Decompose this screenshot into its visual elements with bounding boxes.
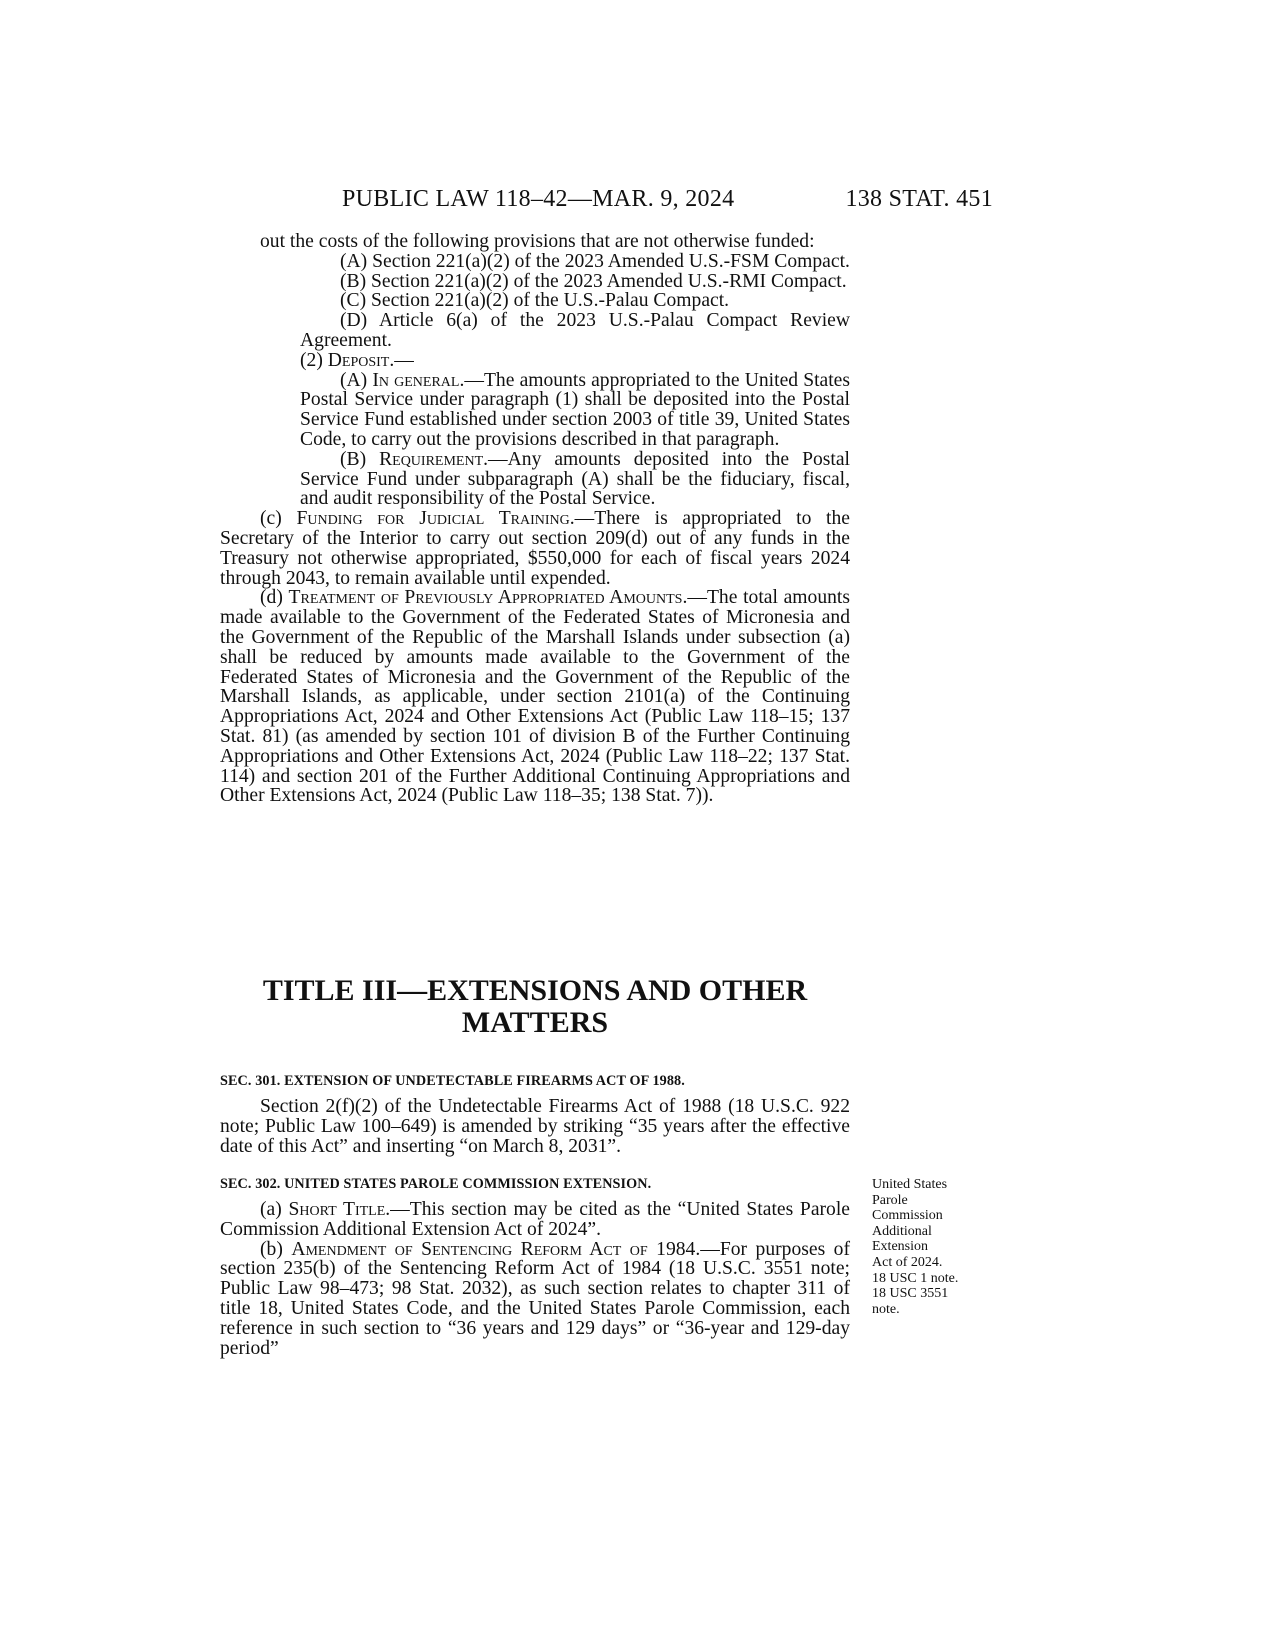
deposit-requirement: (B) Requirement.—Any amounts deposited into the Postal Service Fund under subparagraph (A) shall be the fiduciary, fiscal, and audit responsibility of the Postal Service.: [300, 448, 850, 510]
margin-note-line: Additional: [872, 1223, 932, 1239]
sec-301-heading: SEC. 301. EXTENSION OF UNDETECTABLE FIREARMS ACT OF 1988.: [220, 1073, 685, 1089]
continuation-paragraph: out the costs of the following provisions that are not otherwise funded:: [260, 231, 815, 252]
margin-note-line: 18 USC 3551: [872, 1286, 949, 1302]
subsection-d-previously-appropriated: (d) Treatment of Previously Appropriated Amounts.—The total amounts made available to the Government of the Federated States of Micronesia and the Government of the Republic of the Marshall Islands under subsection (a) shall be reduced by amounts made available to the Government of the Federated States of Micronesia and the Government of the Republic of the Marshall Islands, as applicable, under section 2101(a) of the Continuing Appropriations Act, 2024 and Other Extensions Act (Public Law 118–15; 137 Stat. 81) (as amended by section 101 of division B of the Further Continuing Appropriations and Other Extensions Act, 2024 (Public Law 118–22; 137 Stat. 114) and section 201 of the Further Additional Continuing Appropriations and Other Extensions Act, 2024 (Public Law 118–35; 138 Stat. 7)).: [220, 587, 850, 807]
title-line-1: TITLE III—EXTENSIONS AND OTHER: [262, 974, 808, 1007]
margin-note-line: Extension: [872, 1239, 928, 1255]
title-heading: [220, 975, 850, 1039]
margin-note-line: Commission: [872, 1208, 943, 1224]
deposit-paragraph: (2) Deposit.—: [300, 349, 414, 371]
margin-note-line: Parole: [872, 1192, 908, 1208]
subsection-c-judicial-training: (c) Funding for Judicial Training.—There is appropriated to the Secretary of the Interior to carry out section 209(d) out of any funds in the Treasury not otherwise appropriated, $550,000 for each of fiscal years 2024 through 2043, to remain available until expended.: [220, 508, 850, 589]
body-text-continued: [220, 232, 850, 806]
sec-301-text: Section 2(f)(2) of the Undetectable Firearms Act of 1988 (18 U.S.C. 922 note; Public Law 100–649) is amended by striking “35 years after the effective date of this Act” and inserting “on March 8, 2031”.: [220, 1096, 850, 1157]
sec-302-body: [220, 1200, 850, 1358]
margin-note-line: note.: [872, 1301, 900, 1317]
header-law-citation: PUBLIC LAW 118–42—MAR. 9, 2024: [342, 186, 735, 212]
provision-c: (C) Section 221(a)(2) of the U.S.-Palau Compact.: [340, 290, 730, 312]
deposit-in-general: (A) In general.—The amounts appropriated to the United States Postal Service under paragraph (1) shall be deposited into the Postal Service Fund established under section 2003 of title 39, United States Code, to carry out the provisions described in that paragraph.: [300, 369, 851, 450]
sec-302-short-title: (a) Short Title.—This section may be cited as the “United States Parole Commission Additional Extension Act of 2024”.: [220, 1199, 850, 1240]
provision-a: (A) Section 221(a)(2) of the 2023 Amended U.S.-FSM Compact.: [340, 250, 850, 272]
margin-note: [872, 1177, 982, 1317]
provision-b: (B) Section 221(a)(2) of the 2023 Amended U.S.-RMI Compact.: [340, 270, 847, 292]
provision-d: (D) Article 6(a) of the 2023 U.S.-Palau Compact Review Agreement.: [300, 310, 850, 351]
margin-note-line: Act of 2024.: [872, 1254, 943, 1270]
sec-302-amendment: (b) Amendment of Sentencing Reform Act of 1984.—For purposes of section 235(b) of the Sentencing Reform Act of 1984 (18 U.S.C. 3551 note; Public Law 98–473; 98 Stat. 2032), as such section relates to chapter 311 of title 18, United States Code, and the United States Parole Commission, each reference in such section to “36 years and 129 days” or “36-year and 129-day period”: [220, 1238, 850, 1359]
margin-note-line: United States: [872, 1177, 948, 1192]
sec-302-heading: SEC. 302. UNITED STATES PAROLE COMMISSION EXTENSION.: [220, 1176, 652, 1192]
title-line-2: MATTERS: [461, 1006, 609, 1039]
running-header: [0, 178, 1275, 214]
header-stat-page: 138 STAT. 451: [845, 186, 993, 212]
margin-note-line: 18 USC 1 note.: [872, 1270, 959, 1286]
sec-301-body: [220, 1097, 850, 1156]
